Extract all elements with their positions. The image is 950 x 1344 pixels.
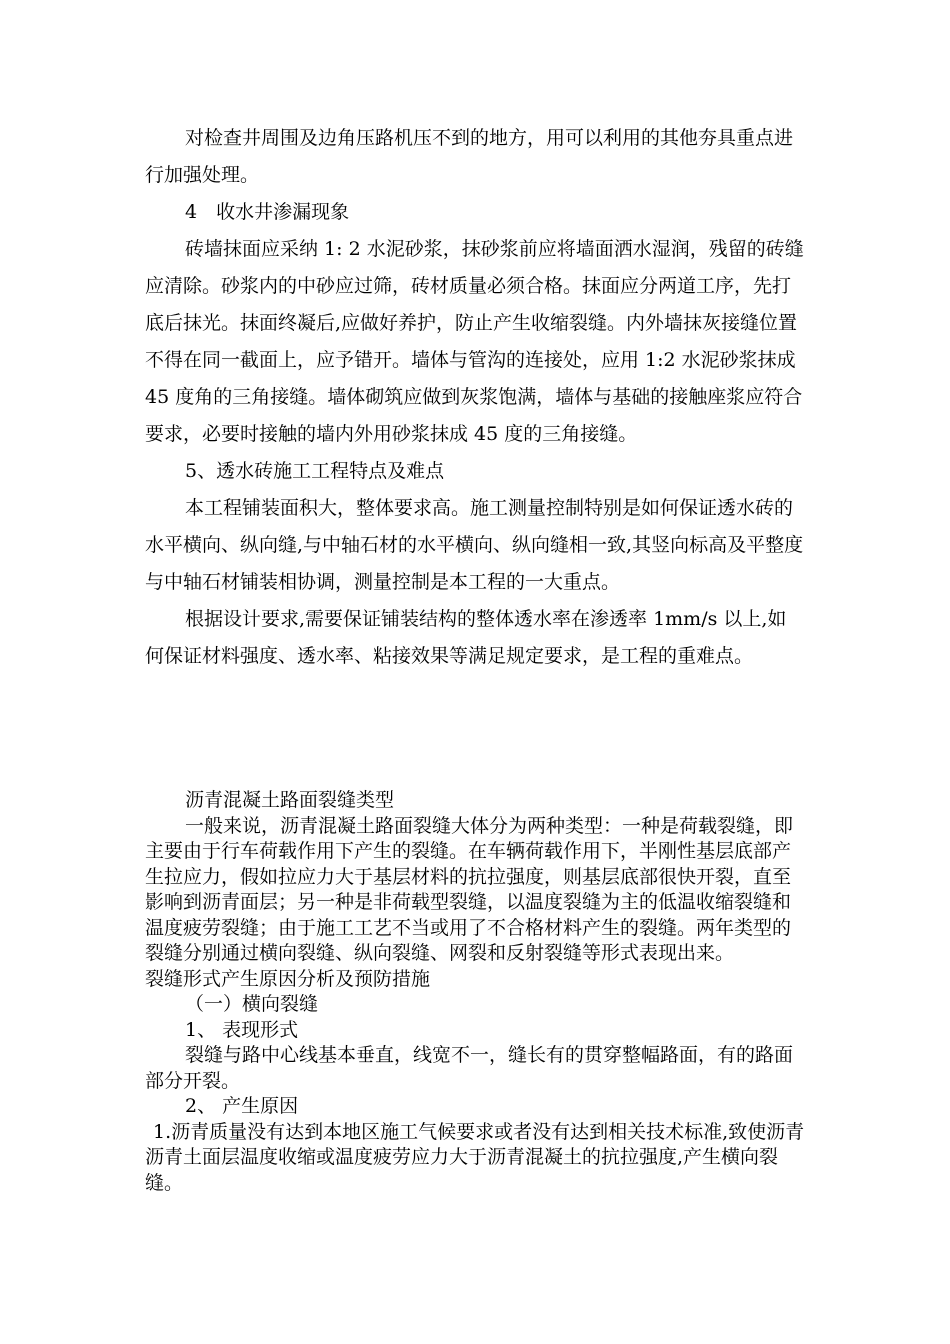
paragraph-crack-overview: 一般来说，沥青混凝土路面裂缝大体分为两种类型：一种是荷载裂缝，即主要由于行车荷载作用下产生的裂缝。在车辆荷载作用下，半刚性基层底部产生拉应力，假如拉应力大于基层材料的抗拉强度，则基层底部很快开裂，直至影响到沥青面层；另一种是非荷载型裂缝，以温度裂缝为主的低温收缩裂缝和温度疲劳裂缝；由于施工工艺不当或用了不合格材料产生的裂缝。两年类型的裂缝分别通过横向裂缝、纵向裂缝、网裂和反射裂缝等形式表现出来。 bbox=[145, 814, 794, 964]
heading-crack-analysis: 裂缝形式产生原因分析及预防措施 bbox=[145, 967, 431, 990]
paragraph-permeability: 根据设计要求,需要保证铺装结构的整体透水率在渗透率 1mm/s 以上,如何保证材料强度、透水率、粘接效果等满足规定要求，是工程的重难点。 bbox=[145, 608, 787, 667]
upper-section bbox=[145, 120, 805, 675]
paragraph-inspection-well: 对检查井周围及边角压路机压不到的地方，用可以利用的其他夯具重点进行加强处理。 bbox=[145, 127, 794, 186]
paragraph-cause: 1.沥青质量没有达到本地区施工气候要求或者没有达到相关技术标准,致使沥青沥青土面层温度收缩或温度疲劳应力大于沥青混凝土的抗拉强度,产生横向裂缝。 bbox=[145, 1120, 805, 1194]
heading-transverse-crack: （一）横向裂缝 bbox=[185, 993, 319, 1015]
paragraph-brick-wall-plaster: 砖墙抹面应采纳 1: 2 水泥砂浆，抹砂浆前应将墙面洒水湿润，残留的砖缝应清除。砂浆内的中砂应过筛，砖材质量必须合格。抹面应分两道工序，先打底后抹光。抹面终凝后,应做好养护，防止产生收缩裂缝。内外墙抹灰接缝位置不得在同一截面上，应予错开。墙体与管沟的连接处，应用 1:2 水泥砂浆抹成 45 度角的三角接缝。墙体砌筑应做到灰浆饱满，墙体与基础的接触座浆应符合要求，必要时接触的墙内外用砂浆抹成 45 度的三角接缝。 bbox=[145, 238, 804, 445]
heading-cause: 2、 产生原因 bbox=[185, 1095, 299, 1117]
paragraph-manifestation: 裂缝与路中心线基本垂直，线宽不一，缝长有的贯穿整幅路面，有的路面部分开裂。 bbox=[145, 1044, 794, 1092]
heading-permeable-brick: 5、透水砖施工工程特点及难点 bbox=[185, 460, 445, 482]
heading-crack-types: 沥青混凝土路面裂缝类型 bbox=[185, 789, 395, 811]
lower-section bbox=[145, 788, 805, 1196]
heading-manifestation: 1、 表现形式 bbox=[185, 1018, 299, 1041]
heading-gully-leakage: 4 收水井渗漏现象 bbox=[185, 201, 350, 223]
paragraph-paving-survey: 本工程铺装面积大，整体要求高。施工测量控制特别是如何保证透水砖的水平横向、纵向缝,与中轴石材的水平横向、纵向缝相一致,其竖向标高及平整度与中轴石材铺装相协调，测量控制是本工程的一大重点。 bbox=[145, 497, 804, 593]
